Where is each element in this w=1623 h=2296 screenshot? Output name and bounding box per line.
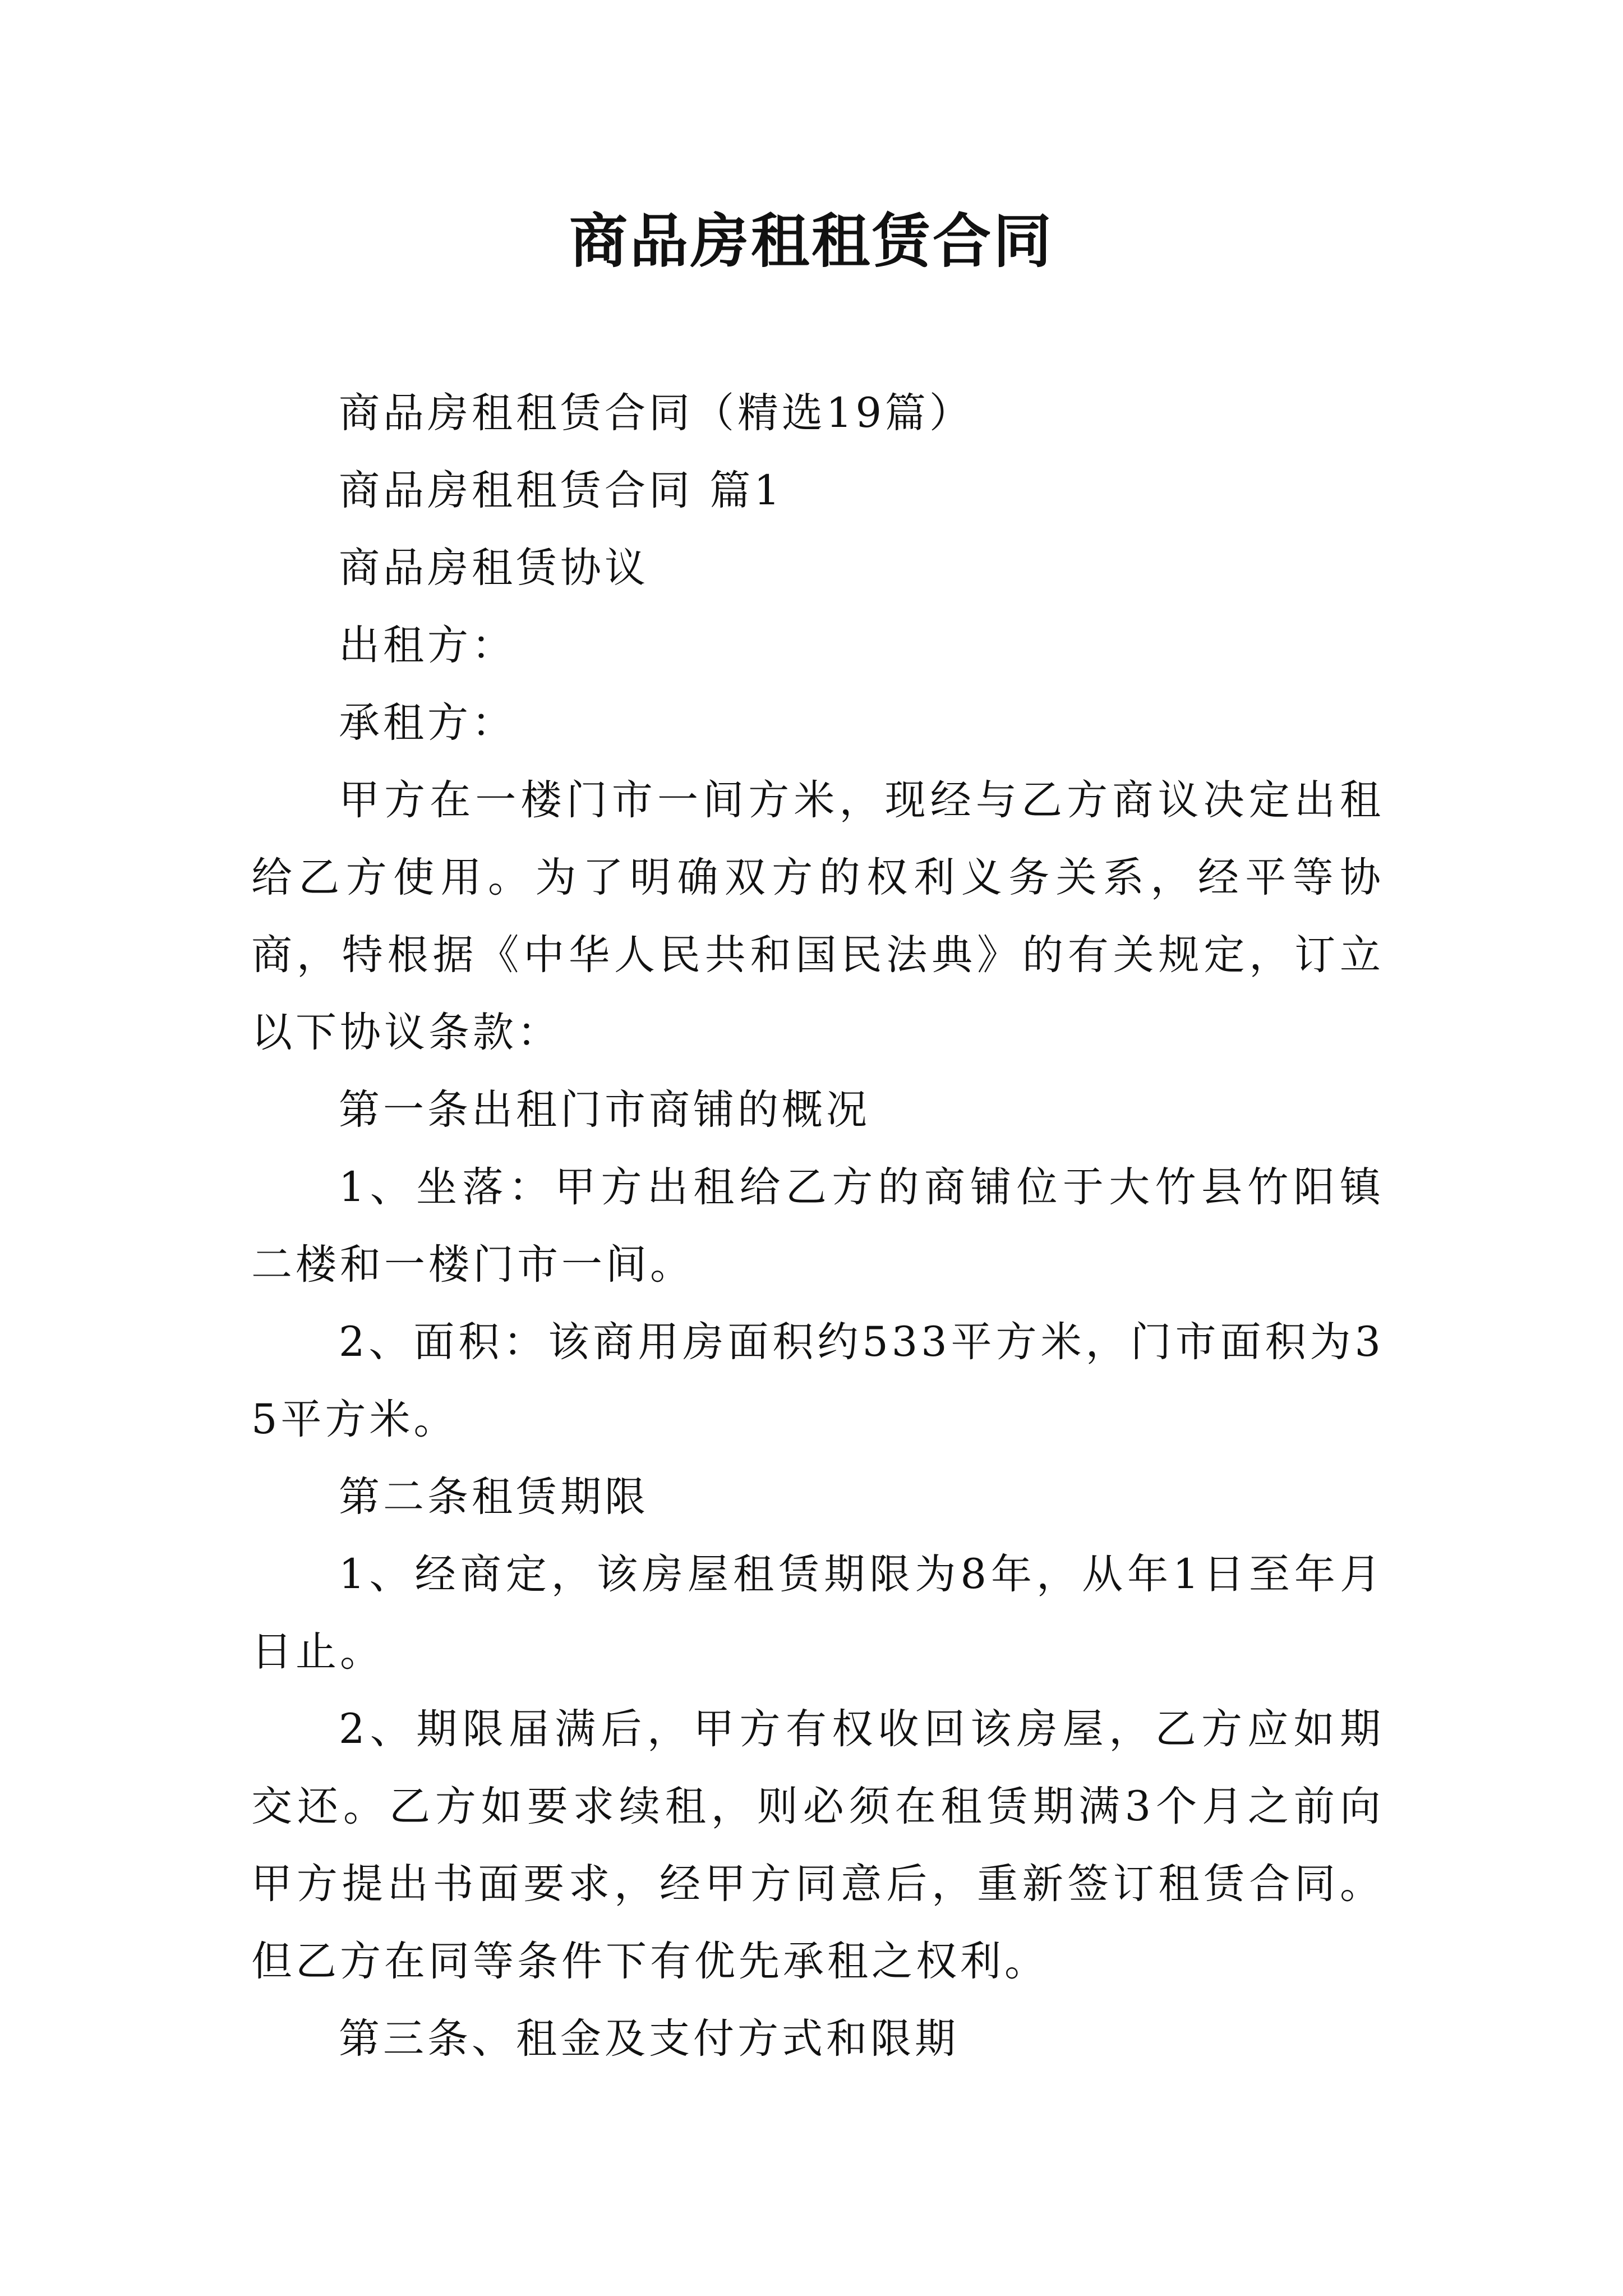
paragraph-preamble: 甲方在一楼门市一间方米，现经与乙方商议决定出租给乙方使用。为了明确双方的权利义务关系，经平等协商，特根据《中华人民共和国民法典》的有关规定，订立以下协议条款： (251, 776, 1384, 1056)
paragraph-article-2-item-1: 1、经商定，该房屋租赁期限为8年，从年1日至年月日止。 (251, 1550, 1384, 1676)
paragraph-subtitle: 商品房租租赁合同（精选19篇） (339, 389, 974, 437)
document-title: 商品房租租赁合同 (569, 207, 1054, 275)
paragraph-article-1-item-1: 1、坐落：甲方出租给乙方的商铺位于大竹县竹阳镇二楼和一楼门市一间。 (251, 1163, 1384, 1289)
paragraph-agreement-title: 商品房租赁协议 (339, 544, 649, 592)
paragraph-lessor: 出租方： (339, 622, 516, 669)
paragraph-lessee: 承租方： (339, 699, 516, 747)
paragraph-article-1-heading: 第一条出租门市商铺的概况 (339, 1086, 870, 1134)
paragraph-article-2-heading: 第二条租赁期限 (339, 1473, 649, 1521)
paragraph-article-3-heading: 第三条、租金及支付方式和限期 (339, 2015, 959, 2063)
paragraph-article-2-item-2: 2、期限届满后，甲方有权收回该房屋，乙方应如期交还。乙方如要求续租，则必须在租赁期满3个月之前向甲方提出书面要求，经甲方同意后，重新签订租赁合同。但乙方在同等条件下有优先承租之权利。 (251, 1705, 1384, 1985)
paragraph-article-1-item-2: 2、面积：该商用房面积约533平方米，门市面积为35平方米。 (251, 1318, 1384, 1443)
document-body (251, 375, 1384, 2078)
paragraph-section-heading: 商品房租租赁合同 篇1 (339, 467, 783, 514)
